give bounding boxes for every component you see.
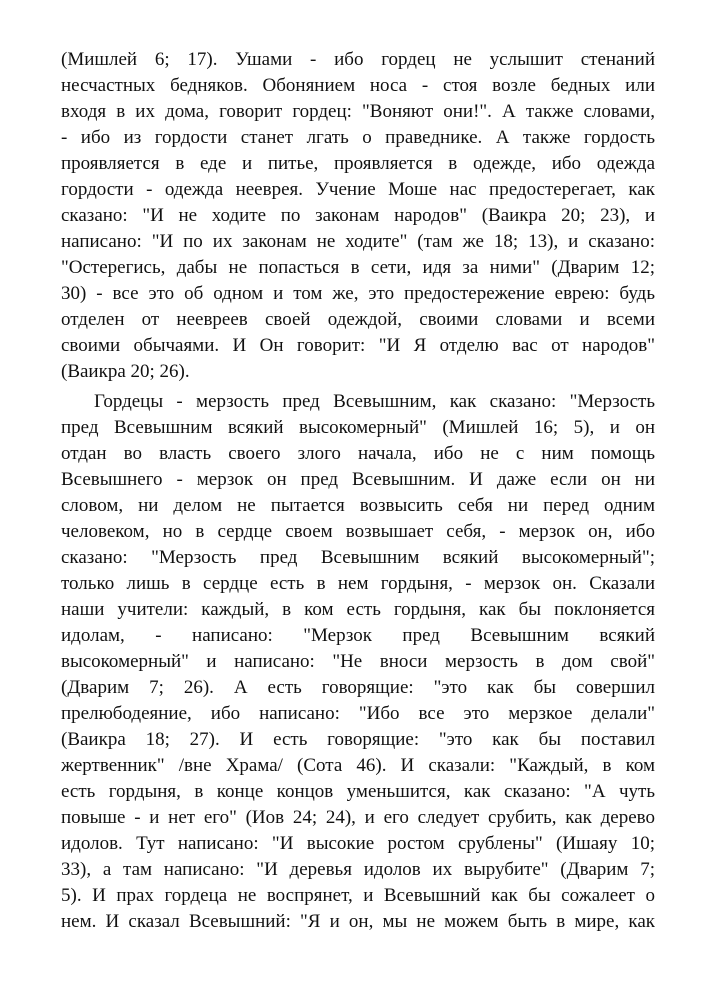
text-line: - ибо из гордости станет лгать о праведнике. А также гордость [61,127,655,148]
text-line: человеком, но в сердце своем возвышает себя, - мерзок он, ибо [61,521,655,542]
text-line: (Мишлей 6; 17). Ушами - ибо гордец не услышит стенаний [61,49,655,70]
text-line: 5). И прах гордеца не воспрянет, и Всевышний как бы сожалеет о [61,885,655,906]
text-line: есть гордыня, в конце концов уменьшится, как сказано: "А чуть [61,781,655,802]
text-line: 30) - все это об одном и том же, это предостережение еврею: будь [61,283,655,304]
text-line: повыше - и нет его" (Иов 24; 24), и его следует срубить, как дерево [61,807,655,828]
text-line: несчастных бедняков. Обонянием носа - стоя возле бедных или [61,75,655,96]
text-line: только лишь в сердце есть в нем гордыня, - мерзок он. Сказали [61,573,655,594]
text-line: (Ваикра 20; 26). [61,361,190,382]
text-line: Всевышнего - мерзок он пред Всевышним. И даже если он ни [61,469,655,490]
text-line: проявляется в еде и питье, проявляется в одежде, ибо одежда [61,153,655,174]
paragraph-2 [61,389,655,935]
text-line: гордости - одежда нееврея. Учение Моше нас предостерегает, как [61,179,655,200]
text-line: сказано: "И не ходите по законам народов" (Ваикра 20; 23), и [61,205,655,226]
text-line: идолов. Тут написано: "И высокие ростом срублены" (Ишаяу 10; [61,833,655,854]
text-line: отдан во власть своего злого начала, ибо не с ним помощь [61,443,655,464]
text-line: наши учители: каждый, в ком есть гордыня, как бы поклоняется [61,599,655,620]
text-line: словом, ни делом не пытается возвысить себя ни перед одним [61,495,655,516]
text-line: идолам, - написано: "Мерзок пред Всевышним всякий [61,625,655,646]
text-line: "Остерегись, дабы не попасться в сети, идя за ними" (Дварим 12; [61,257,655,278]
text-line: высокомерный" и написано: "Не вноси мерзость в дом свой" [61,651,655,672]
text-line: Гордецы - мерзость пред Всевышним, как сказано: "Мерзость [94,391,655,412]
text-line: нем. И сказал Всевышний: "Я и он, мы не можем быть в мире, как [61,911,655,932]
paragraph-1 [61,47,655,385]
document-page [61,47,655,935]
text-line: (Ваикра 18; 27). И есть говорящие: "это как бы поставил [61,729,655,750]
text-line: входя в их дома, говорит гордец: "Воняют они!". А также словами, [61,101,655,122]
text-line: (Дварим 7; 26). А есть говорящие: "это как бы совершил [61,677,655,698]
text-line: отделен от неевреев своей одеждой, своими словами и всеми [61,309,655,330]
text-line: написано: "И по их законам не ходите" (там же 18; 13), и сказано: [61,231,655,252]
text-line: сказано: "Мерзость пред Всевышним всякий высокомерный"; [61,547,655,568]
text-line: 33), а там написано: "И деревья идолов их вырубите" (Дварим 7; [61,859,655,880]
text-line: жертвенник" /вне Храма/ (Сота 46). И сказали: "Каждый, в ком [61,755,655,776]
text-line: пред Всевышним всякий высокомерный" (Мишлей 16; 5), и он [61,417,655,438]
text-line: своими обычаями. И Он говорит: "И Я отделю вас от народов" [61,335,655,356]
text-line: прелюбодеяние, ибо написано: "Ибо все это мерзкое делали" [61,703,655,724]
